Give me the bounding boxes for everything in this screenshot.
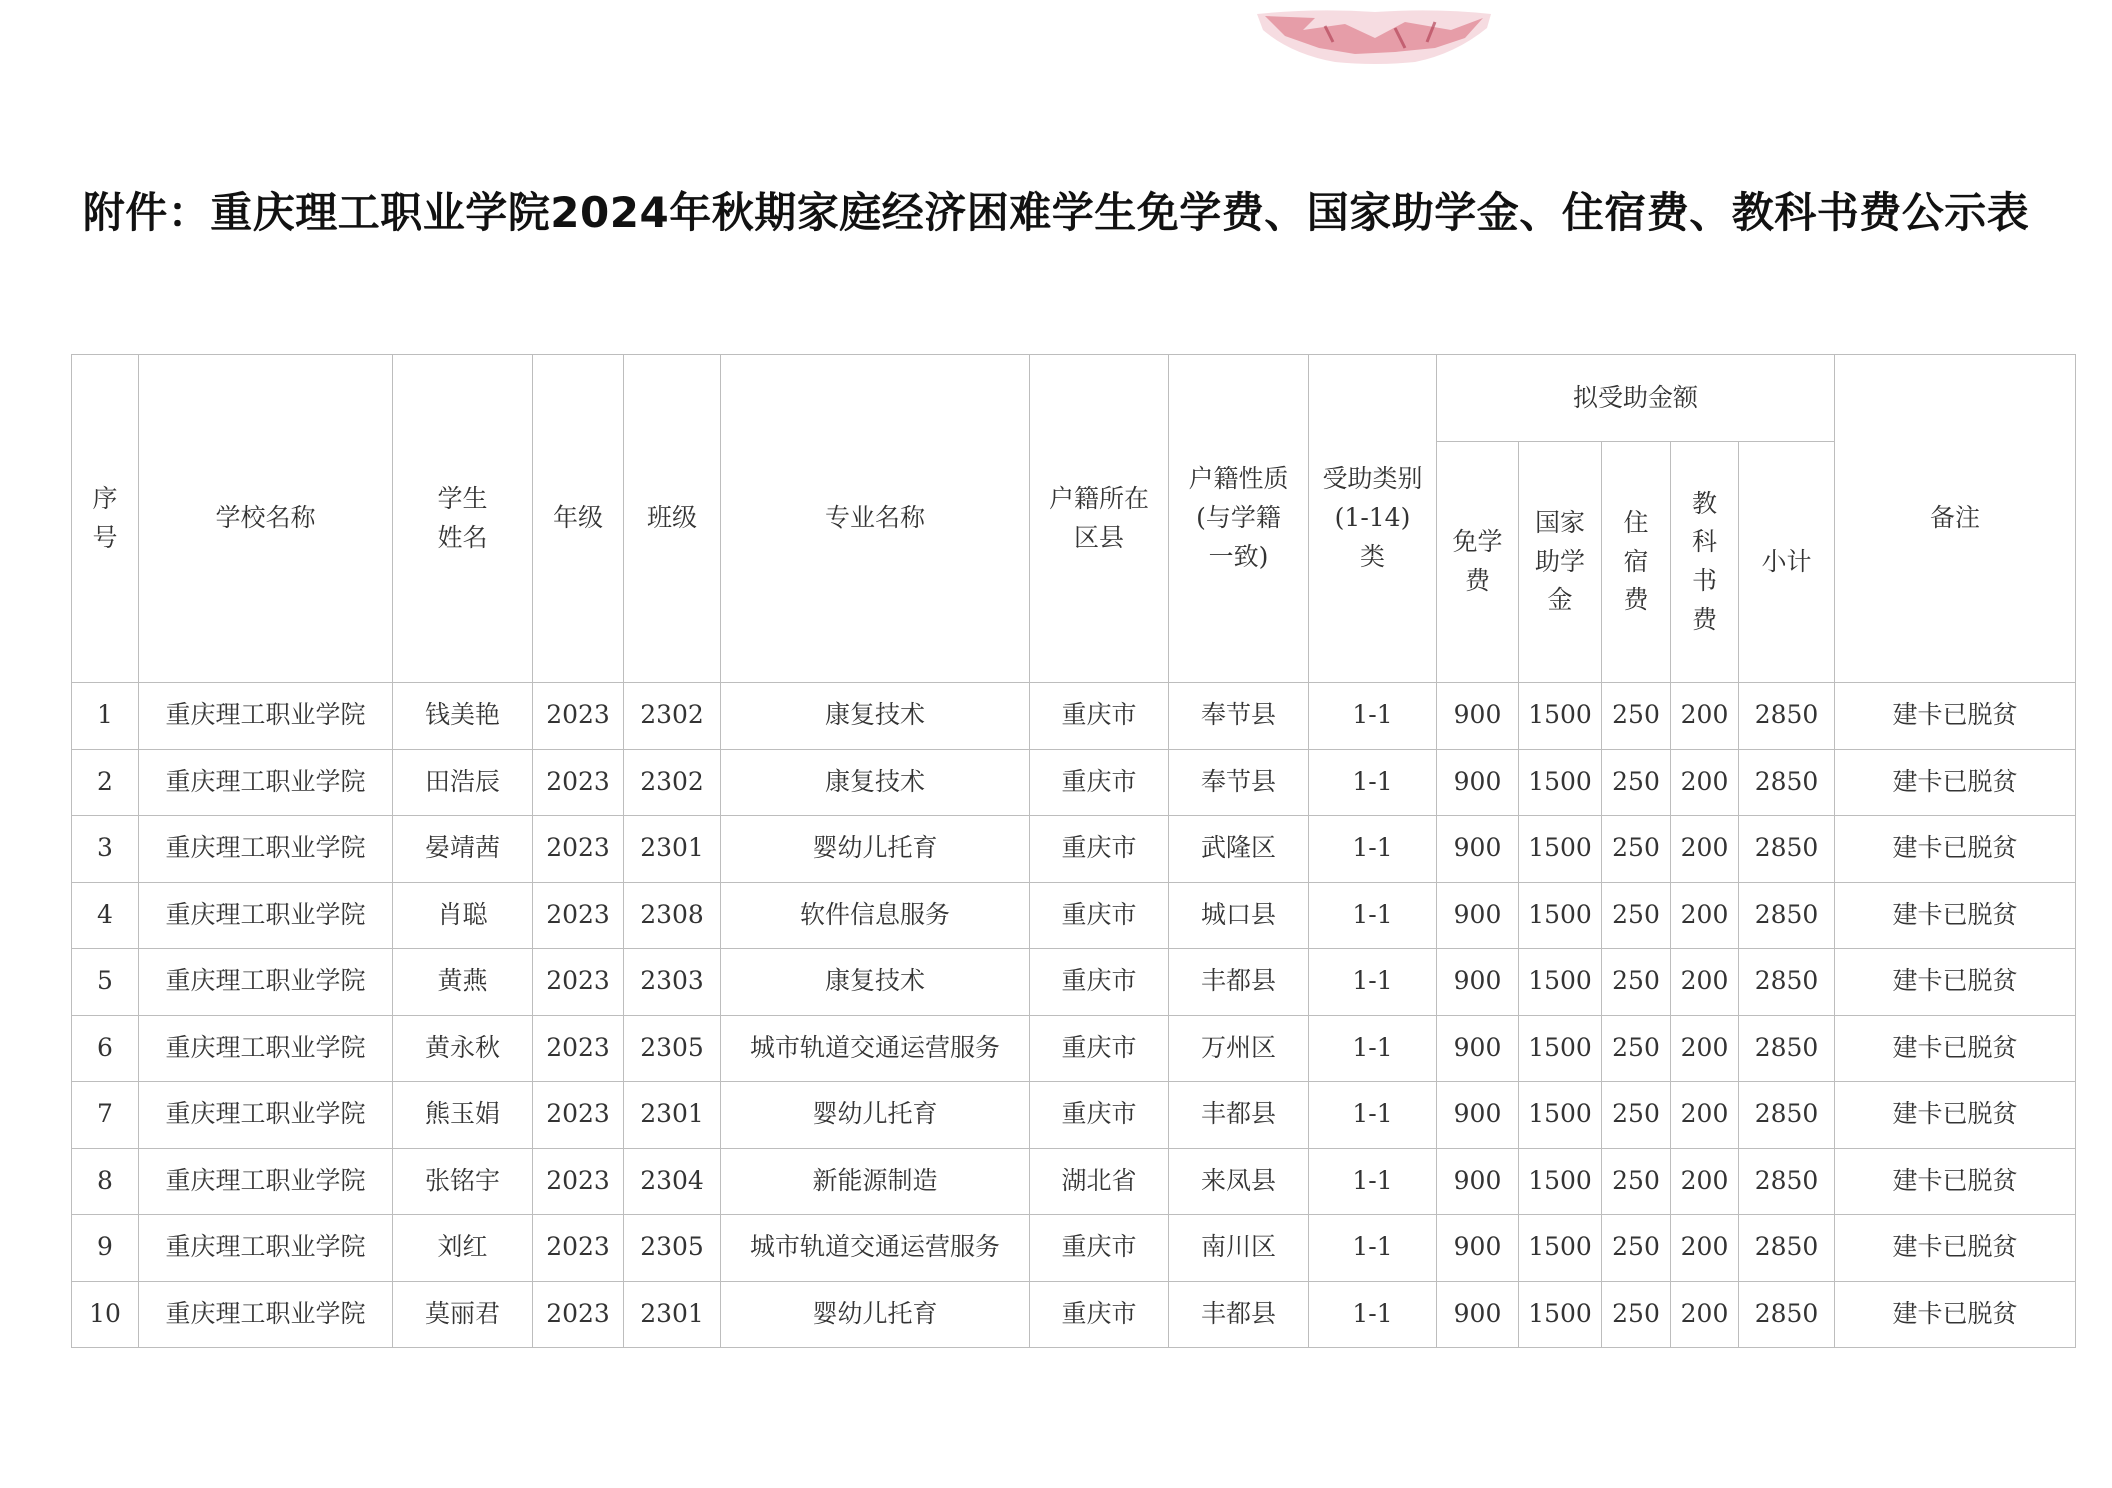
header-textbook: 教 科 书 费 bbox=[1671, 442, 1739, 683]
header-grant: 国家 助学 金 bbox=[1519, 442, 1602, 683]
cell-grant: 1500 bbox=[1519, 1281, 1602, 1348]
cell-class: 2301 bbox=[624, 816, 721, 883]
cell-textbook: 200 bbox=[1671, 816, 1739, 883]
cell-grant: 1500 bbox=[1519, 749, 1602, 816]
cell-category: 1-1 bbox=[1309, 882, 1437, 949]
cell-tuition: 900 bbox=[1437, 1281, 1519, 1348]
cell-category: 1-1 bbox=[1309, 1215, 1437, 1282]
header-subtotal: 小计 bbox=[1739, 442, 1835, 683]
table-row bbox=[72, 816, 2076, 883]
cell-category: 1-1 bbox=[1309, 1082, 1437, 1149]
cell-seq: 10 bbox=[72, 1281, 139, 1348]
table-row bbox=[72, 749, 2076, 816]
cell-school: 重庆理工职业学院 bbox=[139, 1015, 393, 1082]
cell-region: 重庆市 bbox=[1030, 1082, 1169, 1149]
header-hukou-type: 户籍性质 (与学籍 一致) bbox=[1169, 355, 1309, 683]
cell-dorm: 250 bbox=[1602, 1082, 1671, 1149]
cell-remark: 建卡已脱贫 bbox=[1835, 882, 2076, 949]
cell-school: 重庆理工职业学院 bbox=[139, 882, 393, 949]
table-row bbox=[72, 1281, 2076, 1348]
table-row bbox=[72, 1082, 2076, 1149]
cell-grade: 2023 bbox=[533, 683, 624, 750]
cell-name: 田浩辰 bbox=[393, 749, 533, 816]
cell-county: 来凤县 bbox=[1169, 1148, 1309, 1215]
cell-region: 重庆市 bbox=[1030, 816, 1169, 883]
cell-county: 南川区 bbox=[1169, 1215, 1309, 1282]
table-row bbox=[72, 1148, 2076, 1215]
header-row-top bbox=[72, 355, 2076, 442]
table-row bbox=[72, 1215, 2076, 1282]
cell-subtotal: 2850 bbox=[1739, 1148, 1835, 1215]
header-grade: 年级 bbox=[533, 355, 624, 683]
cell-seq: 9 bbox=[72, 1215, 139, 1282]
cell-category: 1-1 bbox=[1309, 683, 1437, 750]
cell-tuition: 900 bbox=[1437, 882, 1519, 949]
cell-county: 丰都县 bbox=[1169, 1281, 1309, 1348]
cell-category: 1-1 bbox=[1309, 1281, 1437, 1348]
cell-tuition: 900 bbox=[1437, 1148, 1519, 1215]
cell-dorm: 250 bbox=[1602, 882, 1671, 949]
cell-remark: 建卡已脱贫 bbox=[1835, 749, 2076, 816]
cell-county: 奉节县 bbox=[1169, 683, 1309, 750]
cell-major: 康复技术 bbox=[721, 749, 1030, 816]
cell-county: 万州区 bbox=[1169, 1015, 1309, 1082]
cell-name: 黄燕 bbox=[393, 949, 533, 1016]
cell-major: 婴幼儿托育 bbox=[721, 1281, 1030, 1348]
cell-class: 2305 bbox=[624, 1015, 721, 1082]
cell-grant: 1500 bbox=[1519, 1015, 1602, 1082]
cell-grade: 2023 bbox=[533, 816, 624, 883]
header-aid-category: 受助类别 (1-14) 类 bbox=[1309, 355, 1437, 683]
cell-remark: 建卡已脱贫 bbox=[1835, 816, 2076, 883]
cell-textbook: 200 bbox=[1671, 882, 1739, 949]
cell-tuition: 900 bbox=[1437, 1215, 1519, 1282]
cell-name: 刘红 bbox=[393, 1215, 533, 1282]
cell-region: 湖北省 bbox=[1030, 1148, 1169, 1215]
cell-textbook: 200 bbox=[1671, 949, 1739, 1016]
cell-major: 婴幼儿托育 bbox=[721, 816, 1030, 883]
cell-school: 重庆理工职业学院 bbox=[139, 1082, 393, 1149]
cell-grade: 2023 bbox=[533, 1281, 624, 1348]
cell-tuition: 900 bbox=[1437, 1082, 1519, 1149]
header-major: 专业名称 bbox=[721, 355, 1030, 683]
cell-remark: 建卡已脱贫 bbox=[1835, 1082, 2076, 1149]
cell-name: 钱美艳 bbox=[393, 683, 533, 750]
cell-class: 2301 bbox=[624, 1281, 721, 1348]
cell-name: 莫丽君 bbox=[393, 1281, 533, 1348]
cell-major: 城市轨道交通运营服务 bbox=[721, 1015, 1030, 1082]
cell-region: 重庆市 bbox=[1030, 1281, 1169, 1348]
cell-subtotal: 2850 bbox=[1739, 749, 1835, 816]
cell-major: 康复技术 bbox=[721, 949, 1030, 1016]
cell-category: 1-1 bbox=[1309, 949, 1437, 1016]
cell-county: 城口县 bbox=[1169, 882, 1309, 949]
cell-seq: 4 bbox=[72, 882, 139, 949]
cell-subtotal: 2850 bbox=[1739, 683, 1835, 750]
cell-tuition: 900 bbox=[1437, 1015, 1519, 1082]
cell-seq: 1 bbox=[72, 683, 139, 750]
cell-dorm: 250 bbox=[1602, 1148, 1671, 1215]
page-title: 附件：重庆理工职业学院2024年秋期家庭经济困难学生免学费、国家助学金、住宿费、教科书费公示表 bbox=[82, 188, 2030, 237]
aid-table bbox=[71, 354, 2076, 1348]
cell-subtotal: 2850 bbox=[1739, 1215, 1835, 1282]
cell-grade: 2023 bbox=[533, 949, 624, 1016]
cell-class: 2302 bbox=[624, 749, 721, 816]
cell-subtotal: 2850 bbox=[1739, 1015, 1835, 1082]
cell-grant: 1500 bbox=[1519, 949, 1602, 1016]
cell-grant: 1500 bbox=[1519, 816, 1602, 883]
cell-name: 肖聪 bbox=[393, 882, 533, 949]
cell-school: 重庆理工职业学院 bbox=[139, 683, 393, 750]
cell-seq: 5 bbox=[72, 949, 139, 1016]
cell-subtotal: 2850 bbox=[1739, 882, 1835, 949]
cell-dorm: 250 bbox=[1602, 816, 1671, 883]
cell-textbook: 200 bbox=[1671, 1082, 1739, 1149]
cell-grant: 1500 bbox=[1519, 1082, 1602, 1149]
cell-grade: 2023 bbox=[533, 749, 624, 816]
cell-seq: 3 bbox=[72, 816, 139, 883]
cell-county: 丰都县 bbox=[1169, 1082, 1309, 1149]
seal-icon bbox=[1255, 8, 1495, 66]
header-class: 班级 bbox=[624, 355, 721, 683]
header-hukou-region: 户籍所在 区县 bbox=[1030, 355, 1169, 683]
cell-major: 城市轨道交通运营服务 bbox=[721, 1215, 1030, 1282]
cell-major: 新能源制造 bbox=[721, 1148, 1030, 1215]
cell-school: 重庆理工职业学院 bbox=[139, 1281, 393, 1348]
header-tuition: 免学 费 bbox=[1437, 442, 1519, 683]
cell-class: 2305 bbox=[624, 1215, 721, 1282]
cell-tuition: 900 bbox=[1437, 749, 1519, 816]
header-remark: 备注 bbox=[1835, 355, 2076, 683]
cell-grade: 2023 bbox=[533, 1215, 624, 1282]
cell-dorm: 250 bbox=[1602, 683, 1671, 750]
official-seal-fragment bbox=[1255, 8, 1495, 66]
cell-dorm: 250 bbox=[1602, 749, 1671, 816]
cell-seq: 7 bbox=[72, 1082, 139, 1149]
cell-textbook: 200 bbox=[1671, 683, 1739, 750]
cell-textbook: 200 bbox=[1671, 749, 1739, 816]
cell-category: 1-1 bbox=[1309, 816, 1437, 883]
cell-subtotal: 2850 bbox=[1739, 1281, 1835, 1348]
cell-remark: 建卡已脱贫 bbox=[1835, 1148, 2076, 1215]
cell-school: 重庆理工职业学院 bbox=[139, 1148, 393, 1215]
cell-category: 1-1 bbox=[1309, 1148, 1437, 1215]
cell-remark: 建卡已脱贫 bbox=[1835, 1281, 2076, 1348]
cell-seq: 6 bbox=[72, 1015, 139, 1082]
cell-textbook: 200 bbox=[1671, 1015, 1739, 1082]
table-row bbox=[72, 683, 2076, 750]
cell-tuition: 900 bbox=[1437, 949, 1519, 1016]
cell-textbook: 200 bbox=[1671, 1215, 1739, 1282]
cell-textbook: 200 bbox=[1671, 1281, 1739, 1348]
cell-grade: 2023 bbox=[533, 1082, 624, 1149]
cell-major: 软件信息服务 bbox=[721, 882, 1030, 949]
cell-remark: 建卡已脱贫 bbox=[1835, 683, 2076, 750]
cell-name: 张铭宇 bbox=[393, 1148, 533, 1215]
cell-grade: 2023 bbox=[533, 882, 624, 949]
cell-dorm: 250 bbox=[1602, 949, 1671, 1016]
cell-region: 重庆市 bbox=[1030, 882, 1169, 949]
cell-class: 2303 bbox=[624, 949, 721, 1016]
cell-region: 重庆市 bbox=[1030, 1215, 1169, 1282]
cell-name: 晏靖茜 bbox=[393, 816, 533, 883]
cell-grade: 2023 bbox=[533, 1015, 624, 1082]
cell-school: 重庆理工职业学院 bbox=[139, 1215, 393, 1282]
cell-class: 2302 bbox=[624, 683, 721, 750]
cell-category: 1-1 bbox=[1309, 749, 1437, 816]
cell-seq: 2 bbox=[72, 749, 139, 816]
cell-region: 重庆市 bbox=[1030, 949, 1169, 1016]
cell-name: 黄永秋 bbox=[393, 1015, 533, 1082]
header-amount-group: 拟受助金额 bbox=[1437, 355, 1835, 442]
cell-school: 重庆理工职业学院 bbox=[139, 816, 393, 883]
header-school: 学校名称 bbox=[139, 355, 393, 683]
table-row bbox=[72, 882, 2076, 949]
cell-tuition: 900 bbox=[1437, 816, 1519, 883]
table-row bbox=[72, 1015, 2076, 1082]
cell-subtotal: 2850 bbox=[1739, 816, 1835, 883]
cell-county: 武隆区 bbox=[1169, 816, 1309, 883]
cell-grade: 2023 bbox=[533, 1148, 624, 1215]
cell-grant: 1500 bbox=[1519, 882, 1602, 949]
cell-remark: 建卡已脱贫 bbox=[1835, 949, 2076, 1016]
cell-class: 2301 bbox=[624, 1082, 721, 1149]
cell-class: 2304 bbox=[624, 1148, 721, 1215]
cell-region: 重庆市 bbox=[1030, 1015, 1169, 1082]
header-seq: 序 号 bbox=[72, 355, 139, 683]
table-body bbox=[72, 683, 2076, 1348]
cell-tuition: 900 bbox=[1437, 683, 1519, 750]
cell-dorm: 250 bbox=[1602, 1015, 1671, 1082]
cell-grant: 1500 bbox=[1519, 1215, 1602, 1282]
cell-region: 重庆市 bbox=[1030, 683, 1169, 750]
cell-school: 重庆理工职业学院 bbox=[139, 749, 393, 816]
header-student: 学生 姓名 bbox=[393, 355, 533, 683]
cell-name: 熊玉娟 bbox=[393, 1082, 533, 1149]
cell-major: 婴幼儿托育 bbox=[721, 1082, 1030, 1149]
cell-region: 重庆市 bbox=[1030, 749, 1169, 816]
cell-dorm: 250 bbox=[1602, 1215, 1671, 1282]
cell-major: 康复技术 bbox=[721, 683, 1030, 750]
cell-county: 奉节县 bbox=[1169, 749, 1309, 816]
cell-remark: 建卡已脱贫 bbox=[1835, 1215, 2076, 1282]
cell-textbook: 200 bbox=[1671, 1148, 1739, 1215]
cell-class: 2308 bbox=[624, 882, 721, 949]
table-row bbox=[72, 949, 2076, 1016]
cell-county: 丰都县 bbox=[1169, 949, 1309, 1016]
cell-category: 1-1 bbox=[1309, 1015, 1437, 1082]
cell-school: 重庆理工职业学院 bbox=[139, 949, 393, 1016]
cell-seq: 8 bbox=[72, 1148, 139, 1215]
cell-dorm: 250 bbox=[1602, 1281, 1671, 1348]
cell-subtotal: 2850 bbox=[1739, 949, 1835, 1016]
cell-grant: 1500 bbox=[1519, 1148, 1602, 1215]
cell-grant: 1500 bbox=[1519, 683, 1602, 750]
cell-remark: 建卡已脱贫 bbox=[1835, 1015, 2076, 1082]
cell-subtotal: 2850 bbox=[1739, 1082, 1835, 1149]
header-dorm: 住 宿 费 bbox=[1602, 442, 1671, 683]
